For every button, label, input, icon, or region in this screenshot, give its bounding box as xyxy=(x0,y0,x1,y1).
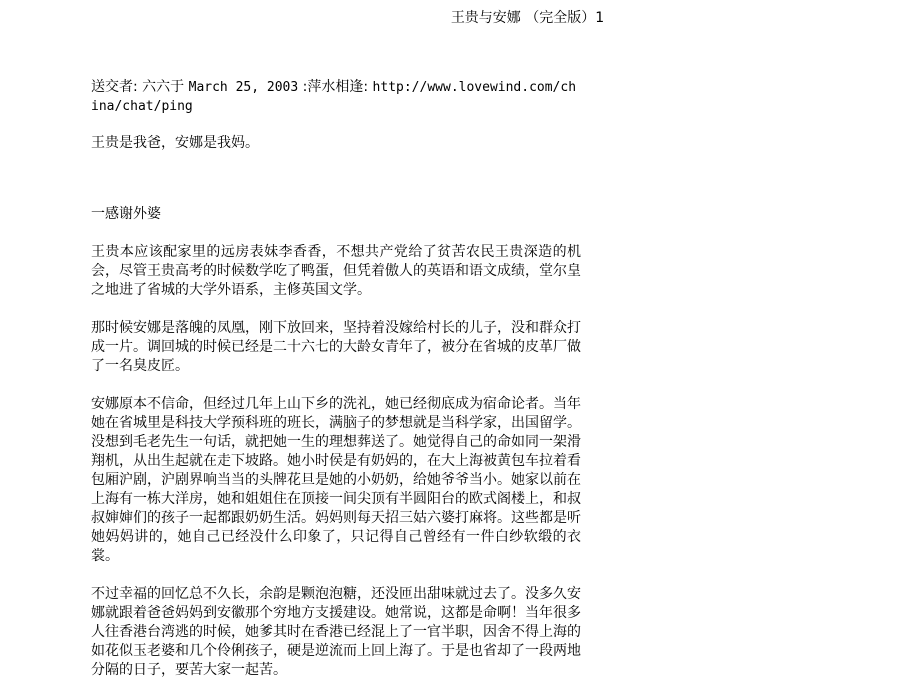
section-heading: 一感谢外婆 xyxy=(91,206,161,222)
post-date: March 25, 2003 xyxy=(188,80,299,95)
intro-paragraph: 王贵是我爸，安娜是我妈。 xyxy=(91,135,259,151)
post-meta xyxy=(91,78,581,116)
source-url: http://www.lovewind.com/china/chat/ping xyxy=(91,80,577,114)
paragraph-2: 那时候安娜是落魄的凤凰，刚下放回来，坚持着没嫁给村长的儿子，没和群众打成一片。调回城的时候已经是二十六七的大龄女青年了，被分在省城的皮革厂做了一名臭皮匠。 xyxy=(91,320,581,374)
article-body xyxy=(91,78,581,699)
post-author: 送交者: 六六于 xyxy=(91,79,189,95)
page-title: 王贵与安娜 （完全版）1 xyxy=(450,10,605,26)
post-source: :萍水相逢: xyxy=(298,79,373,95)
paragraph-1: 王贵本应该配家里的远房表妹李香香，不想共产党给了贫苦农民王贵深造的机会，尽管王贵高考的时候数学吃了鸭蛋，但凭着傲人的英语和语文成绩，堂尔皇之地进了省城的大学外语系，主修英国文学。 xyxy=(91,244,581,298)
paragraph-3: 安娜原本不信命，但经过几年上山下乡的洗礼，她已经彻底成为宿命论者。当年她在省城里是科技大学预科班的班长，满脑子的梦想就是当科学家，出国留学。没想到毛老先生一句话，就把她一生的理想葬送了。她觉得自己的命如同一架滑翔机，从出生起就在走下坡路。她小时侯是有奶妈的，在大上海被黄包车拉着看包厢沪剧，沪剧界响当当的头牌花旦是她的小奶奶，给她爷爷当小。她家以前在上海有一栋大洋房，她和姐姐住在顶接一间尖顶有半圆阳台的欧式阁楼上，和叔叔婶婶们的孩子一起都跟奶奶生活。妈妈则每天招三姑六婆打麻将。这些都是听她妈妈讲的，她自己已经没什么印象了，只记得自己曾经有一件白纱软缎的衣裳。 xyxy=(91,396,581,564)
paragraph-4: 不过幸福的回忆总不久长，余韵是颗泡泡糖，还没匝出甜味就过去了。没多久安娜就跟着爸爸妈妈到安徽那个穷地方支援建设。她常说，这都是命啊！当年很多人往香港台湾逃的时候，她爹其时在香港已经混上了一官半职，因舍不得上海的如花似玉老婆和几个伶俐孩子，硬是逆流而上回上海了。于是也省却了一段两地分隔的日子，要苦大家一起苦。 xyxy=(91,586,581,678)
